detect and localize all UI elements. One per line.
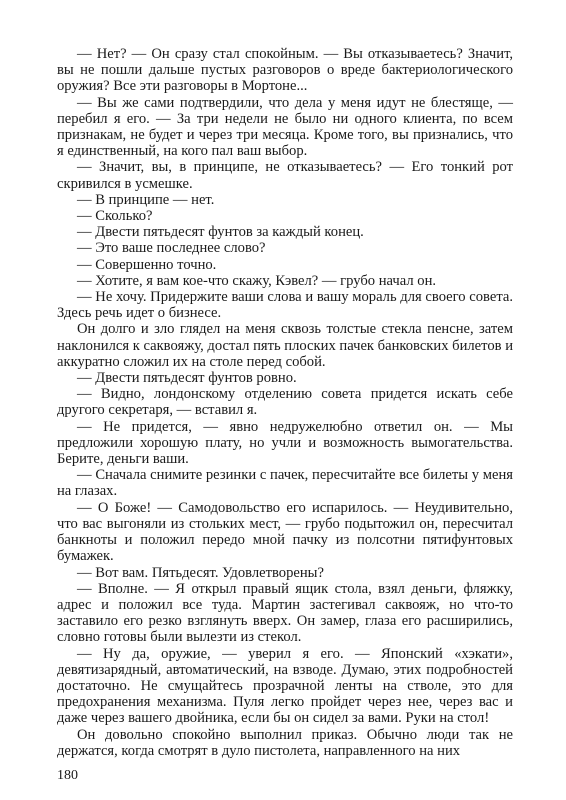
paragraph: — Двести пятьдесят фунтов за каждый конец. — [77, 224, 364, 241]
paragraph: — Видно, лондонскому отделению совета придется искать себе другого секретаря, — вставил я. — [57, 386, 513, 419]
page-text — [57, 46, 513, 759]
paragraph: — О Боже! — Самодовольство его испарилось. — Неудивительно, что вас выгоняли из стольких мест, — грубо подытожил он, пересчитал банкноты и положил передо мной пачку из полсотни пятифунтовых бумажек. — [57, 499, 513, 565]
paragraph: — Не придется, — явно недружелюбно ответил он. — Мы предложили хорошую плату, но учли и возможность вымогательства. Берите, деньги ваши. — [57, 418, 513, 468]
paragraph: — Вполне. — Я открыл правый ящик стола, взял деньги, фляжку, адрес и положил все туда. Мартин застегивал саквояж, но что-то заставило его резко взглянуть вверх. Он замер, глаза его расширились, словно готовы были вылезти из стекол. — [57, 580, 513, 646]
paragraph: — Сколько? — [77, 208, 153, 225]
paragraph: — Вы же сами подтвердили, что дела у меня идут не блестяще, — перебил я его. — За три недели не было ни одного клиента, по всем признакам, не будет и через три месяца. Кроме того, вы признались, что я единственный, на кого пал ваш выбор. — [57, 94, 513, 160]
paragraph: — Нет? — Он сразу стал спокойным. — Вы отказываетесь? Значит, вы не пошли дальше пустых разговоров о вреде бактериологического оружия? Все эти разговоры в Мортоне... — [57, 46, 513, 95]
paragraph: — Значит, вы, в принципе, не отказываетесь? — Его тонкий рот скривился в усмешке. — [57, 159, 513, 192]
paragraph: — Не хочу. Придержите ваши слова и вашу мораль для своего совета. Здесь речь идет о бизнесе. — [57, 289, 513, 322]
paragraph: — Сначала снимите резинки с пачек, пересчитайте все билеты у меня на глазах. — [57, 467, 513, 500]
paragraph: — Ну да, оружие, — уверил я его. — Японский «хэкати», девятизарядный, автоматический, на взводе. Думаю, этих подробностей достаточно. Не смущайтесь прозрачной ленты на стволе, это для предохранения механизма. Пуля легко пройдет через нее, через вас и даже через вашего двойника, если бы он сидел за вами. Руки на стол! — [57, 645, 513, 727]
paragraph: — Вот вам. Пятьдесят. Удовлетворены? — [77, 564, 324, 581]
page-number: 180 — [57, 768, 78, 783]
paragraph: Он довольно спокойно выполнил приказ. Обычно люди так не держатся, когда смотрят в дуло пистолета, направленного на них — [57, 726, 513, 759]
paragraph: — Двести пятьдесят фунтов ровно. — [77, 370, 297, 387]
paragraph: Он долго и зло глядел на меня сквозь толстые стекла пенсне, затем наклонился к саквояжу, достал пять плоских пачек банковских билетов и аккуратно сложил их на столе перед собой. — [57, 321, 513, 370]
paragraph: — В принципе — нет. — [77, 191, 215, 208]
paragraph: — Это ваше последнее слово? — [77, 240, 266, 257]
paragraph: — Хотите, я вам кое-что скажу, Кэвел? — грубо начал он. — [77, 272, 437, 289]
paragraph: — Совершенно точно. — [77, 256, 217, 273]
